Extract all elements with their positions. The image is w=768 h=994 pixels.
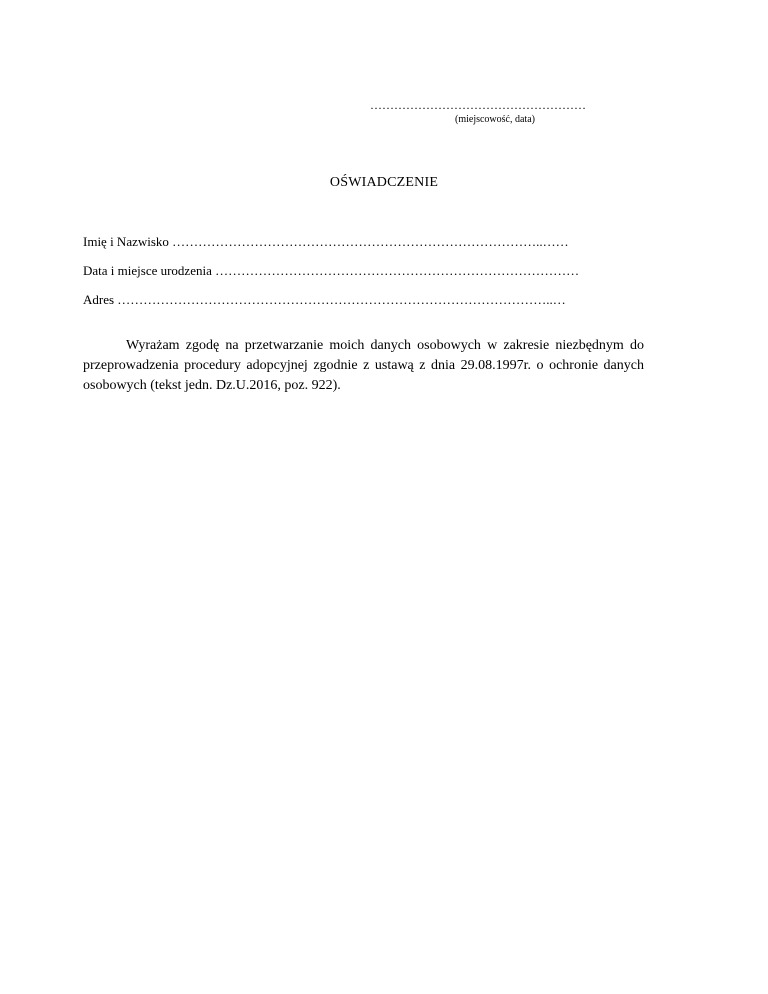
document-title: OŚWIADCZENIE <box>329 175 439 190</box>
place-date-caption: (miejscowość, data) <box>455 114 535 125</box>
address-dots: ………………………………………………………………………………………..… <box>117 292 566 307</box>
name-dots: …………………………………………………………………………..…… <box>172 234 569 249</box>
consent-paragraph: Wyrażam zgodę na przetwarzanie moich danych osobowych w zakresie niezbędnym do przeprowadzenia procedury adopcyjnej zgodnie z ustawą z dnia 29.08.1997r. o ochronie danych osobowych (tekst jedn. Dz.U.2016, poz. 922). <box>83 338 644 393</box>
place-date-line: ……………………………………………… <box>370 98 586 112</box>
place-date-block <box>370 98 638 125</box>
birth-dots: ………………………………………………………………………… <box>215 263 580 278</box>
birth-label: Data i miejsce urodzenia <box>83 263 216 278</box>
address-label: Adres <box>83 292 118 307</box>
name-field <box>83 234 643 250</box>
address-field <box>83 292 643 308</box>
name-label: Imię i Nazwisko <box>83 234 173 249</box>
birth-field <box>83 263 643 279</box>
